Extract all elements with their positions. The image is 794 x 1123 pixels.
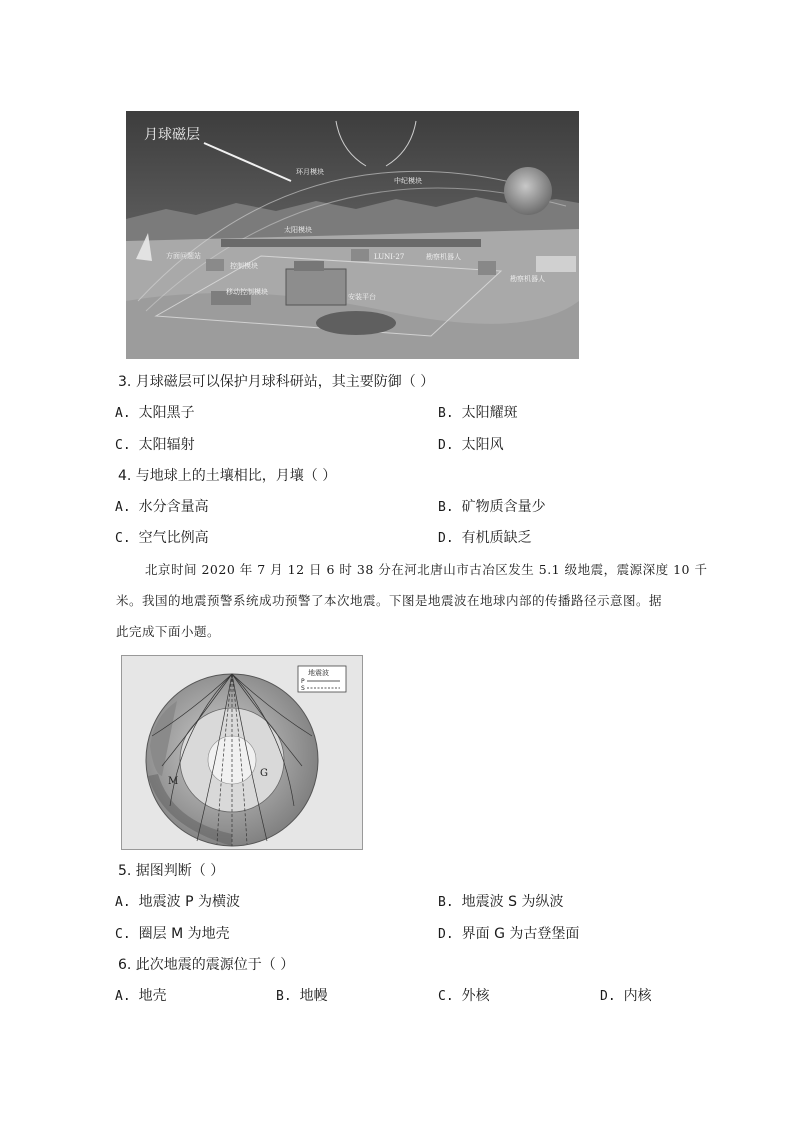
- option-letter: B.: [276, 989, 292, 1004]
- passage-line-1: 北京时间 2020 年 7 月 12 日 6 时 38 分在河北唐山市古冶区发生 5.1 级地震，震源深度 10 千: [145, 562, 708, 577]
- question-3-text: 3. 月球磁层可以保护月球科研站，其主要防御（ ）: [118, 374, 435, 390]
- option-text: 圈层 M 为地壳: [138, 926, 230, 942]
- passage-line-2: 米。我国的地震预警系统成功预警了本次地震。下图是地震波在地球内部的传播路径示意图。据: [116, 593, 663, 608]
- q4-option-c[interactable]: [115, 529, 209, 548]
- option-text: 地震波 P 为横波: [138, 894, 240, 910]
- option-text: 界面 G 为古登堡面: [461, 926, 580, 942]
- q3-option-b[interactable]: [438, 404, 518, 423]
- option-letter: D.: [438, 927, 454, 942]
- option-letter: C.: [115, 531, 131, 546]
- question-4-text: 4. 与地球上的土壤相比，月壤（ ）: [118, 468, 337, 484]
- label-lander: LUNI-27: [374, 253, 405, 261]
- option-text: 有机质缺乏: [461, 530, 532, 546]
- solar-array: [221, 239, 481, 247]
- seismic-wave-diagram: [122, 656, 362, 849]
- legend: [298, 666, 346, 692]
- label-probe-robot: 勘察机器人: [426, 253, 461, 261]
- question-5-text: 5. 据图判断（ ）: [118, 863, 225, 879]
- option-letter: C.: [115, 927, 131, 942]
- q6-option-b[interactable]: [276, 987, 328, 1006]
- label-control-module: 控制模块: [230, 262, 258, 270]
- q4-option-a[interactable]: [115, 498, 209, 517]
- legend-title: 地震波: [308, 669, 329, 677]
- option-letter: B.: [438, 895, 454, 910]
- question-5: [118, 862, 224, 880]
- option-letter: D.: [438, 531, 454, 546]
- label-g: G: [260, 768, 268, 779]
- option-letter: B.: [438, 406, 454, 421]
- option-text: 太阳耀斑: [461, 405, 518, 421]
- label-comm-module: 方面问题站: [166, 252, 201, 260]
- question-4: [118, 467, 336, 485]
- q3-option-c[interactable]: [115, 436, 195, 455]
- option-text: 地幔: [299, 988, 328, 1004]
- q6-option-d[interactable]: [600, 987, 652, 1006]
- label-m: M: [168, 776, 179, 787]
- seismic-wave-figure: [121, 655, 363, 850]
- lunar-station-illustration: [126, 111, 579, 359]
- option-text: 太阳风: [461, 437, 504, 453]
- option-letter: C.: [115, 438, 131, 453]
- option-text: 水分含量高: [138, 499, 209, 515]
- question-3: [118, 373, 434, 391]
- option-letter: D.: [438, 438, 454, 453]
- option-letter: C.: [438, 989, 454, 1004]
- label-relay-module: 中纪模块: [394, 177, 422, 185]
- question-6-text: 6. 此次地震的震源位于（ ）: [118, 957, 295, 973]
- q6-option-a[interactable]: [115, 987, 167, 1006]
- q4-option-b[interactable]: [438, 498, 546, 517]
- option-letter: A.: [115, 989, 131, 1004]
- question-6: [118, 956, 294, 974]
- q5-option-b[interactable]: [438, 893, 563, 912]
- option-text: 空气比例高: [138, 530, 209, 546]
- planet-image: [504, 167, 552, 215]
- option-text: 地壳: [138, 988, 167, 1004]
- q4-option-d[interactable]: [438, 529, 532, 548]
- lunar-station-figure: [126, 111, 579, 359]
- q5-option-d[interactable]: [438, 925, 579, 944]
- label-solar-module: 太阳模块: [284, 226, 312, 234]
- option-text: 地震波 S 为纵波: [461, 894, 564, 910]
- option-letter: A.: [115, 500, 131, 515]
- label-mobile-module: 移动控制模块: [226, 288, 268, 296]
- legend-s-label: S: [301, 685, 305, 692]
- q5-option-a[interactable]: [115, 893, 240, 912]
- option-text: 矿物质含量少: [461, 499, 546, 515]
- q3-option-d[interactable]: [438, 436, 504, 455]
- q5-option-c[interactable]: [115, 925, 230, 944]
- option-letter: A.: [115, 406, 131, 421]
- passage-line-3: 此完成下面小题。: [116, 624, 221, 639]
- label-platform: 安装平台: [348, 293, 376, 301]
- label-orbit-module: 环月模块: [296, 168, 324, 176]
- option-text: 太阳黑子: [138, 405, 195, 421]
- option-text: 内核: [623, 988, 652, 1004]
- label-survey-robot: 勘察机器人: [510, 275, 545, 283]
- q6-option-c[interactable]: [438, 987, 490, 1006]
- option-letter: D.: [600, 989, 616, 1004]
- option-text: 太阳辐射: [138, 437, 195, 453]
- option-text: 外核: [461, 988, 490, 1004]
- label-magnetosphere: 月球磁层: [144, 127, 200, 143]
- legend-p-label: P: [301, 678, 305, 685]
- q3-option-a[interactable]: [115, 404, 195, 423]
- option-letter: A.: [115, 895, 131, 910]
- option-letter: B.: [438, 500, 454, 515]
